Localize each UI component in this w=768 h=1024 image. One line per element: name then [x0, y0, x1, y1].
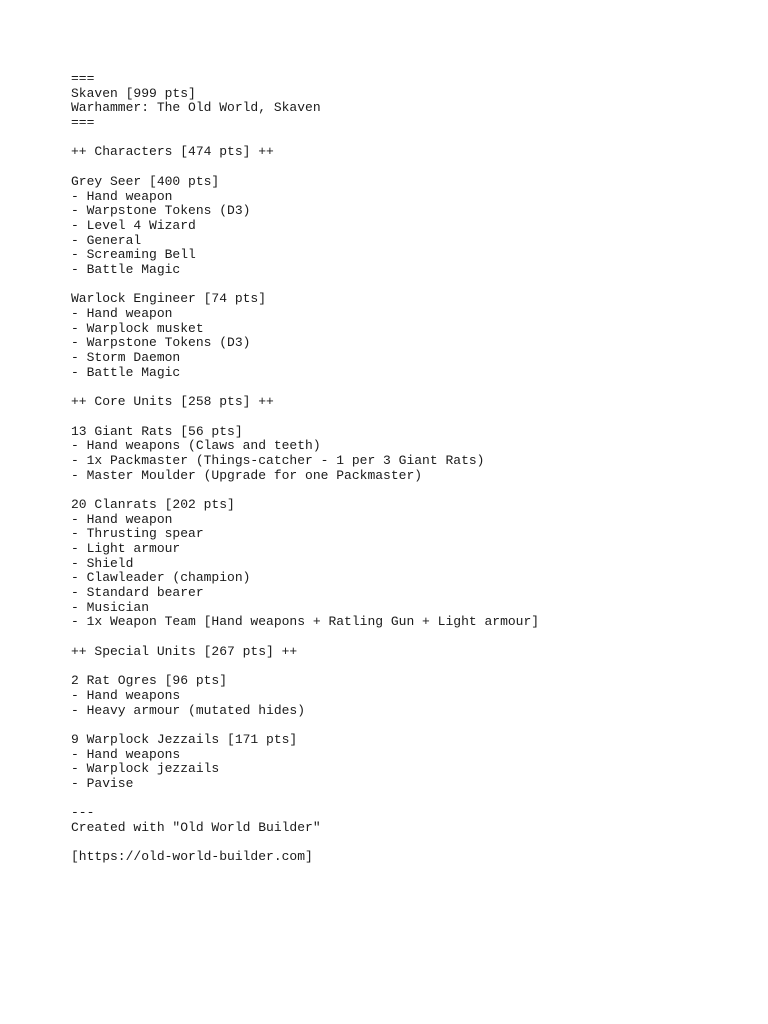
option-line: - 1x Weapon Team [Hand weapons + Ratling Gun + Light armour]	[71, 614, 540, 630]
blank-line	[71, 131, 751, 146]
text-line: Grey Seer [400 pts]	[71, 173, 220, 189]
option-line: - Warplock jezzails	[71, 761, 220, 777]
blank-line	[71, 836, 751, 851]
option-line: - Heavy armour (mutated hides)	[71, 702, 306, 718]
header-rule: ===	[71, 115, 95, 131]
option-line: - Hand weapon	[71, 306, 173, 321]
option-line: - Screaming Bell	[71, 247, 196, 263]
section-heading: ++ Characters [474 pts] ++	[71, 144, 274, 160]
option-line: - Musician	[71, 599, 150, 615]
blank-line	[71, 660, 751, 675]
option-line: - Hand weapon	[71, 188, 173, 204]
header-rule: ===	[71, 71, 95, 86]
section-heading: ++ Special Units [267 pts] ++	[71, 643, 298, 659]
option-line: - Warpstone Tokens (D3)	[71, 335, 251, 351]
option-line: - Warplock musket	[71, 320, 204, 336]
option-line: - Clawleader (champion)	[71, 570, 251, 586]
text-line: 9 Warplock Jezzails [171 pts]	[71, 731, 298, 747]
blank-line	[71, 718, 751, 733]
blank-line	[71, 483, 751, 498]
blank-line	[71, 380, 751, 395]
army-list-document	[71, 72, 751, 865]
blank-line	[71, 792, 751, 807]
option-line: - Storm Daemon	[71, 350, 181, 366]
text-line: 2 Rat Ogres [96 pts]	[71, 673, 228, 689]
option-line: - Thrusting spear	[71, 526, 204, 542]
text-line: Skaven [999 pts]	[71, 85, 196, 101]
option-line: - Hand weapons	[71, 687, 181, 703]
option-line: - Hand weapons	[71, 746, 181, 762]
option-line: - Battle Magic	[71, 364, 181, 380]
text-line: Warlock Engineer [74 pts]	[71, 291, 267, 307]
option-line: - General	[71, 232, 142, 248]
option-line: - 1x Packmaster (Things-catcher - 1 per 3 Giant Rats)	[71, 452, 485, 468]
option-line: - Warpstone Tokens (D3)	[71, 203, 251, 219]
option-line: - Master Moulder (Upgrade for one Packmaster)	[71, 467, 423, 483]
text-line: Created with "Old World Builder"	[71, 820, 321, 836]
text-line: 13 Giant Rats [56 pts]	[71, 423, 243, 439]
text-line: 20 Clanrats [202 pts]	[71, 496, 235, 512]
option-line: - Hand weapon	[71, 511, 173, 527]
source-link[interactable]: [https://old-world-builder.com]	[71, 849, 313, 865]
section-heading: ++ Core Units [258 pts] ++	[71, 394, 274, 410]
option-line: - Pavise	[71, 776, 134, 791]
option-line: - Hand weapons (Claws and teeth)	[71, 438, 321, 454]
blank-line	[71, 160, 751, 175]
text-line: Warhammer: The Old World, Skaven	[71, 100, 321, 116]
footer-rule: ---	[71, 805, 95, 821]
option-line: - Battle Magic	[71, 261, 181, 277]
blank-line	[71, 278, 751, 293]
option-line: - Level 4 Wizard	[71, 217, 196, 233]
option-line: - Light armour	[71, 541, 181, 556]
option-line: - Standard bearer	[71, 585, 204, 601]
blank-line	[71, 630, 751, 645]
blank-line	[71, 410, 751, 425]
option-line: - Shield	[71, 555, 134, 571]
